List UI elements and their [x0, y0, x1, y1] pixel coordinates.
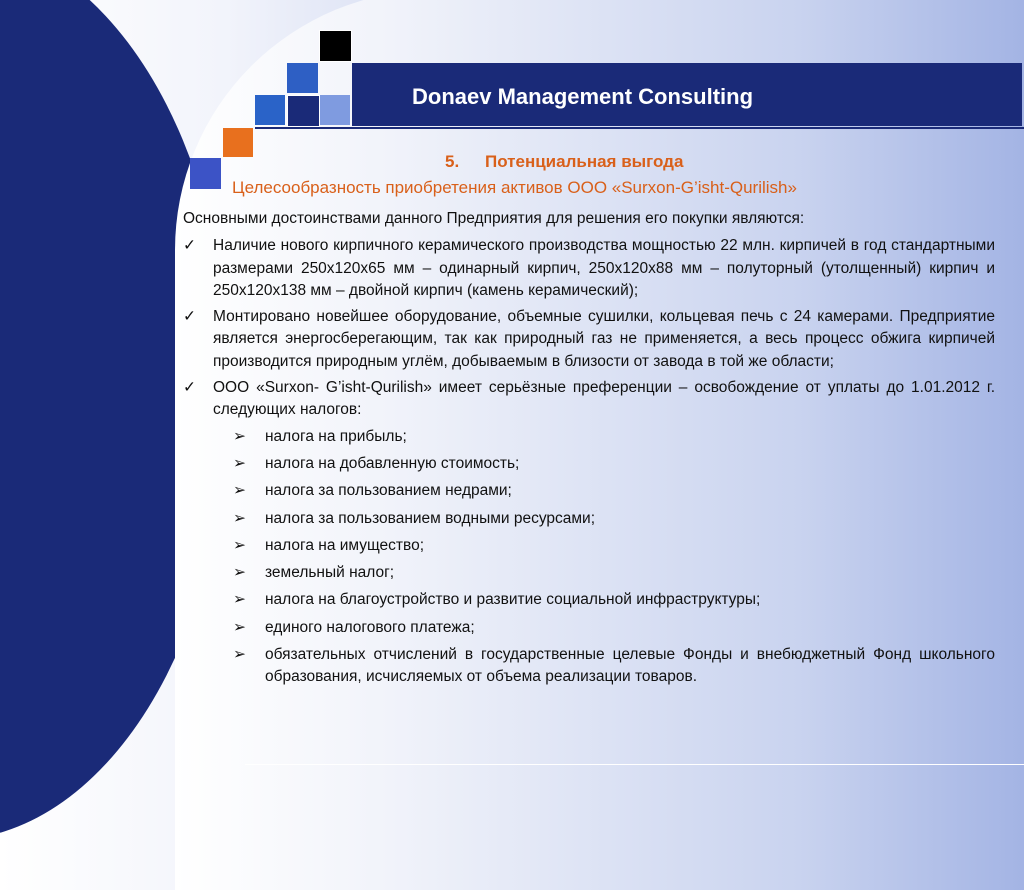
section-title: Потенциальная выгода — [485, 152, 684, 171]
list-item — [183, 306, 995, 373]
arrow-icon: ➢ — [233, 591, 246, 609]
tax-item-text: налога за пользованием водными ресурсами; — [265, 509, 596, 527]
arrow-icon: ➢ — [233, 536, 246, 554]
header-underline — [255, 127, 1024, 129]
tax-item — [183, 480, 995, 502]
tax-item — [183, 589, 995, 611]
tax-item — [183, 453, 995, 475]
decor-square-lightblue — [320, 95, 350, 125]
tax-item-text: налога на добавленную стоимость; — [265, 454, 520, 472]
decor-square-blue — [190, 158, 221, 189]
list-item-text: Монтировано новейшее оборудование, объемные сушилки, кольцевая печь с 24 камерами. Предприятие является энергосберегающим, так как природный газ не применяется, а весь процесс обжига кирпичей производится природным углём, добываемым в близости от завода в той же области; — [213, 308, 995, 370]
tax-item-text: налога на прибыль; — [265, 427, 407, 445]
arrow-icon: ➢ — [233, 509, 246, 527]
tax-item — [183, 644, 995, 689]
arrow-icon: ➢ — [233, 454, 246, 472]
checkmark-icon: ✓ — [183, 237, 196, 255]
tax-item — [183, 562, 995, 584]
arrow-icon: ➢ — [233, 618, 246, 636]
arrow-icon: ➢ — [233, 482, 246, 500]
footer-divider — [245, 764, 1024, 765]
list-item — [183, 235, 995, 302]
list-item-text: Наличие нового кирпичного керамического производства мощностью 22 млн. кирпичей в год стандартными размерами 250x120x65 мм – одинарный кирпич, 250x120x88 мм – полуторный (утолщенный) кирпич и 250x120x138 мм – двойной кирпич (камень керамический); — [213, 237, 995, 299]
list-item — [183, 377, 995, 422]
section-subtitle: Целесообразность приобретения активов ООО «Surxon-G’isht-Qurilish» — [232, 178, 797, 197]
decor-square-black — [319, 30, 352, 62]
tax-item-text: налога на благоустройство и развитие социальной инфраструктуры; — [265, 591, 761, 609]
tax-item — [183, 426, 995, 448]
checkmark-icon: ✓ — [183, 308, 196, 326]
tax-item-text: налога на имущество; — [265, 536, 425, 554]
section-number: 5. — [445, 152, 460, 171]
section-heading — [445, 152, 683, 172]
tax-item-text: налога за пользованием недрами; — [265, 482, 512, 500]
decor-square-blue — [255, 95, 285, 125]
tax-item — [183, 617, 995, 639]
decor-square-orange — [223, 128, 253, 157]
intro-text: Основными достоинствами данного Предприятия для решения его покупки являются: — [183, 210, 805, 227]
tax-item-text: обязательных отчислений в государственные целевые Фонды и внебюджетный Фонд школьного образования, исчисляемых от объема реализации товаров. — [265, 646, 995, 686]
tax-item — [183, 535, 995, 557]
list-item-text: ООО «Surxon- G’isht-Qurilish» имеет серьёзные преференции – освобождение от уплаты до 1.01.2012 г. следующих налогов: — [213, 379, 995, 419]
arrow-icon: ➢ — [233, 427, 246, 445]
company-title: Donaev Management Consulting — [412, 84, 754, 109]
decor-square-navy — [287, 95, 320, 127]
tax-item-text: единого налогового платежа; — [265, 618, 475, 636]
tax-item-text: земельный налог; — [265, 564, 395, 582]
arrow-icon: ➢ — [233, 564, 246, 582]
tax-item — [183, 508, 995, 530]
slide-body — [183, 208, 995, 694]
decor-square-blue — [287, 63, 318, 93]
checkmark-icon: ✓ — [183, 379, 196, 397]
arrow-icon: ➢ — [233, 646, 246, 664]
